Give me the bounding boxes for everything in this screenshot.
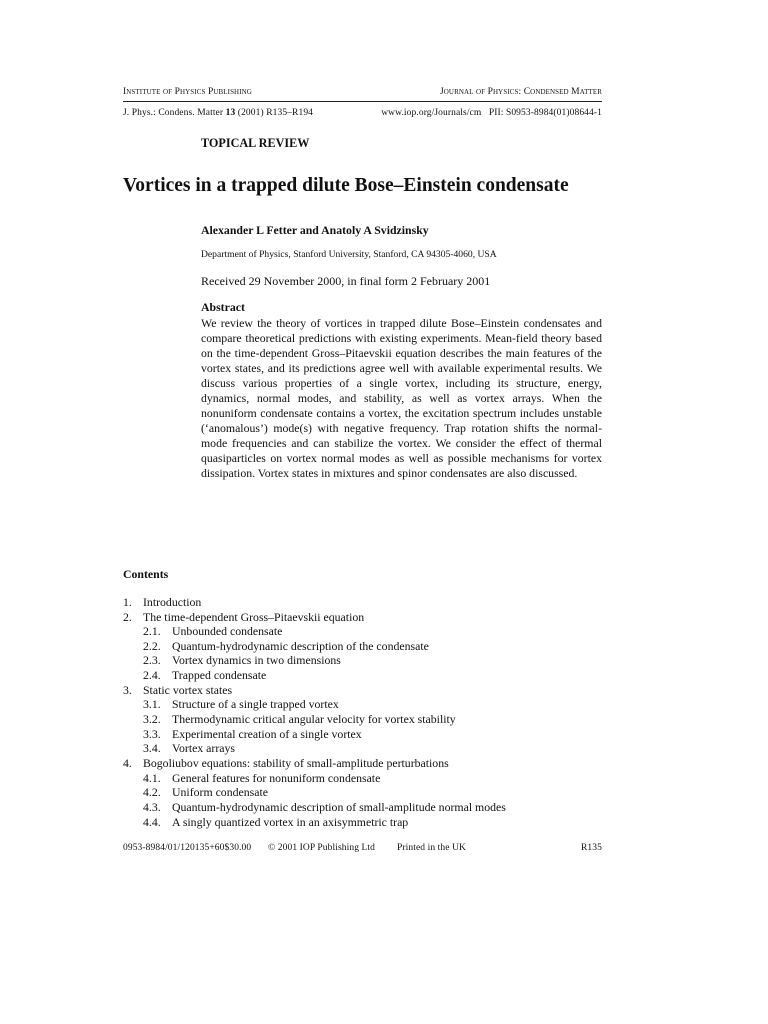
section-label: TOPICAL REVIEW [201, 136, 310, 150]
toc-number: 4. [123, 756, 132, 770]
toc-number: 3.1. [143, 697, 161, 711]
toc-entry[interactable] [123, 610, 364, 625]
toc-entry[interactable] [123, 683, 232, 698]
toc-number: 2. [123, 610, 132, 624]
pii-code: PII: S0953-8984(01)08644-1 [488, 108, 602, 118]
toc-title: Unbounded condensate [172, 624, 283, 638]
toc-title: Uniform condensate [172, 785, 268, 799]
toc-title: Quantum-hydrodynamic description of small-amplitude normal modes [172, 800, 506, 814]
toc-title: Structure of a single trapped vortex [172, 697, 339, 711]
toc-number: 2.2. [143, 639, 161, 653]
toc-entry[interactable] [143, 741, 235, 756]
journal-name: Journal of Physics: Condensed Matter [439, 87, 602, 97]
toc-number: 3.4. [143, 741, 161, 755]
toc-number: 2.4. [143, 668, 161, 682]
toc-entry[interactable] [143, 712, 456, 727]
toc-entry[interactable] [143, 624, 282, 639]
toc-title: Quantum-hydrodynamic description of the condensate [172, 639, 429, 653]
toc-number: 2.1. [143, 624, 161, 638]
toc-title: Vortex arrays [172, 741, 236, 755]
article-title: Vortices in a trapped dilute Bose–Einstein condensate [123, 175, 569, 196]
footer-printed: Printed in the UK [397, 843, 466, 853]
page-number: R135 [581, 843, 602, 853]
citation-prefix: J. Phys.: Condens. Matter [123, 108, 226, 118]
toc-number: 3.2. [143, 712, 161, 726]
toc-entry[interactable] [143, 771, 380, 786]
affiliation: Department of Physics, Stanford University, Stanford, CA 94305-4060, USA [201, 249, 497, 260]
toc-entry[interactable] [143, 697, 339, 712]
toc-entry[interactable] [143, 785, 268, 800]
toc-title: The time-dependent Gross–Pitaevskii equation [143, 610, 365, 624]
footer-code: 0953-8984/01/120135+60$30.00 [123, 843, 252, 853]
toc-entry[interactable] [143, 668, 266, 683]
toc-number: 1. [123, 595, 132, 609]
citation [123, 108, 313, 118]
toc-title: Experimental creation of a single vortex [172, 727, 362, 741]
citation-volume: 13 [225, 108, 236, 118]
toc-title: Trapped condensate [172, 668, 267, 682]
toc-title: Bogoliubov equations: stability of small-amplitude perturbations [143, 756, 449, 770]
toc-entry[interactable] [143, 639, 429, 654]
abstract-heading: Abstract [201, 300, 245, 314]
toc-number: 4.2. [143, 785, 161, 799]
contents-heading: Contents [123, 567, 169, 581]
received-dates: Received 29 November 2000, in final form 2 February 2001 [201, 274, 491, 288]
toc-title: Vortex dynamics in two dimensions [172, 653, 341, 667]
toc-title: Static vortex states [143, 683, 233, 697]
toc-entry[interactable] [143, 727, 362, 742]
header-rule [123, 101, 602, 102]
toc-number: 4.4. [143, 815, 161, 829]
toc-title: A singly quantized vortex in an axisymmetric trap [172, 815, 409, 829]
toc-entry[interactable] [143, 800, 506, 815]
journal-links [360, 108, 602, 118]
citation-suffix: (2001) R135–R194 [235, 108, 314, 118]
toc-number: 3.3. [143, 727, 161, 741]
publisher-name: Institute of Physics Publishing [123, 87, 252, 97]
journal-url[interactable]: www.iop.org/Journals/cm [381, 108, 482, 118]
toc-title: General features for nonuniform condensate [172, 771, 381, 785]
toc-entry[interactable] [123, 595, 201, 610]
toc-entry[interactable] [123, 756, 449, 771]
abstract-body: We review the theory of vortices in trapped dilute Bose–Einstein condensates and compare theoretical predictions with existing experiments. Mean-field theory based on the time-dependent Gross–Pitaevskii equation describes the main features of the vortex states, and its predictions agree well with available experimental results. We discuss various properties of a single vortex, including its structure, energy, dynamics, normal modes, and stability, as well as vortex arrays. When the nonuniform condensate contains a vortex, the excitation spectrum includes unstable (‘anomalous’) mode(s) with negative frequency. Trap rotation shifts the normal-mode frequencies and can stabilize the vortex. We consider the effect of thermal quasiparticles on vortex normal modes as well as possible mechanisms for vortex dissipation. Vortex states in mixtures and spinor condensates are also discussed. [201, 316, 602, 481]
toc-number: 2.3. [143, 653, 161, 667]
footer-copyright: © 2001 IOP Publishing Ltd [268, 843, 376, 853]
toc-entry[interactable] [143, 815, 408, 830]
toc-title: Introduction [143, 595, 202, 609]
toc-entry[interactable] [143, 653, 341, 668]
toc-number: 4.3. [143, 800, 161, 814]
toc-title: Thermodynamic critical angular velocity for vortex stability [172, 712, 456, 726]
authors: Alexander L Fetter and Anatoly A Svidzinsky [201, 223, 429, 237]
toc-number: 4.1. [143, 771, 161, 785]
toc-number: 3. [123, 683, 132, 697]
